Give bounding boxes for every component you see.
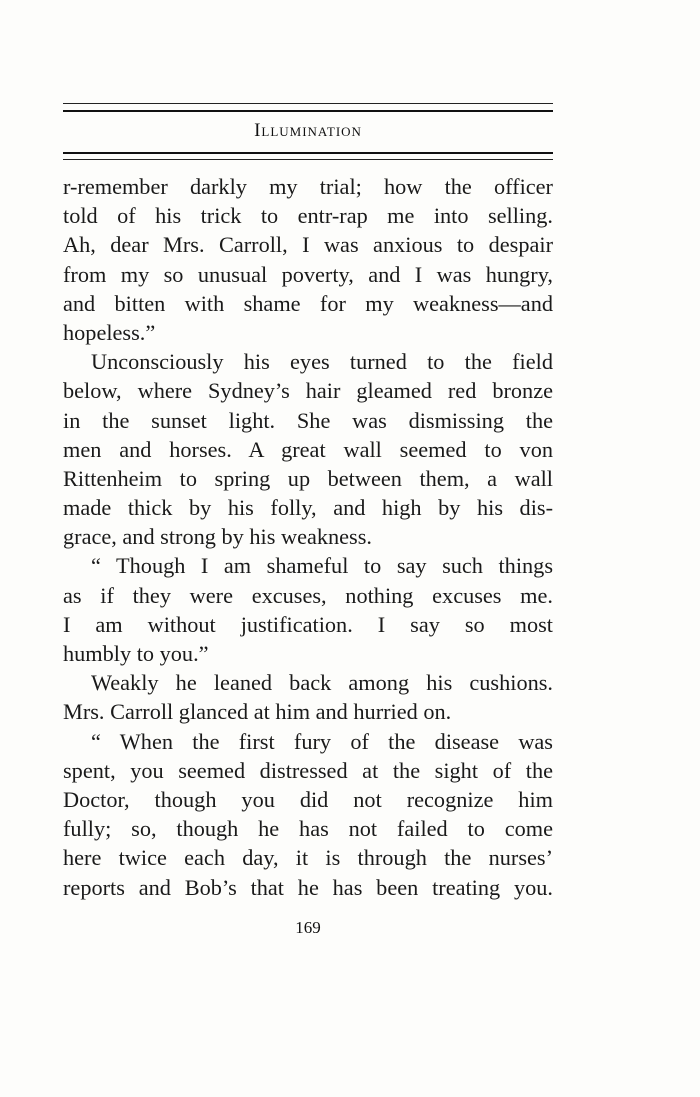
header-rule-thick-bottom <box>63 152 553 154</box>
text-line: Weakly he leaned back among his cushions. <box>91 670 553 696</box>
text-line: reports and Bob’s that he has been treating you. <box>63 874 553 900</box>
text-line: spent, you seemed distressed at the sight of the <box>63 757 553 783</box>
page-number: 169 <box>295 918 321 937</box>
text-line: here twice each day, it is through the nurses’ <box>63 845 553 871</box>
text-line: grace, and strong by his weakness. <box>63 524 372 550</box>
text-line: “ When the first fury of the disease was <box>91 728 553 754</box>
text-line: Doctor, though you did not recognize him <box>63 786 553 812</box>
text-line: Ah, dear Mrs. Carroll, I was anxious to despair <box>63 232 553 258</box>
text-line: Mrs. Carroll glanced at him and hurried on. <box>63 699 452 725</box>
text-line: I am without justification. I say so most <box>63 611 553 637</box>
text-line: told of his trick to entr-rap me into selling. <box>63 203 553 229</box>
text-line: Rittenheim to spring up between them, a wall <box>63 465 553 491</box>
text-line: humbly to you.” <box>63 641 209 666</box>
text-line: from my so unusual poverty, and I was hungry, <box>63 261 553 287</box>
text-line: and bitten with shame for my weakness—and <box>63 290 553 316</box>
running-head: Illumination <box>254 120 362 141</box>
header-rule-thin-top <box>63 103 553 104</box>
body-text <box>63 172 553 902</box>
text-line: fully; so, though he has not failed to come <box>63 816 553 842</box>
header-rule-thin-bottom <box>63 159 553 160</box>
text-line: in the sunset light. She was dismissing the <box>63 407 553 433</box>
text-line: made thick by his folly, and high by his dis- <box>63 495 553 521</box>
text-line: r-remember darkly my trial; how the officer <box>63 174 553 199</box>
text-line: as if they were excuses, nothing excuses me. <box>63 582 553 608</box>
text-line: below, where Sydney’s hair gleamed red bronze <box>63 378 553 404</box>
header-rule-thick-top <box>63 110 553 112</box>
text-line: men and horses. A great wall seemed to von <box>63 436 553 462</box>
text-line: Unconsciously his eyes turned to the field <box>91 349 553 375</box>
text-line: “ Though I am shameful to say such things <box>91 553 553 579</box>
text-line: hopeless.” <box>63 319 156 345</box>
